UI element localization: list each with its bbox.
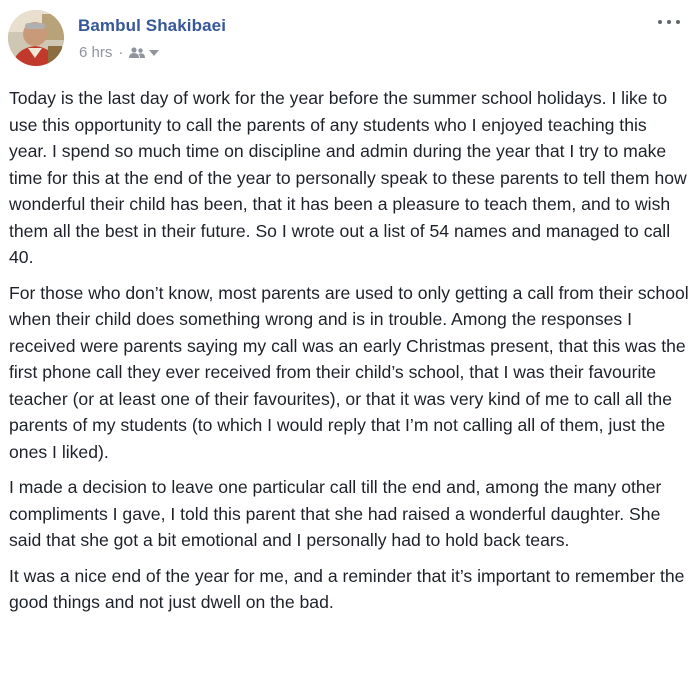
post-timestamp[interactable]: 6 hrs bbox=[79, 44, 113, 61]
post-paragraph: Today is the last day of work for the year before the summer school holidays. I like to use this opportunity to call the parents of any students who I enjoyed teaching this year. I spend so much time on discipline and admin during the year that I try to make time for this at the end of the year to personally speak to these parents to tell them how wonderful their child has been, that it has been a pleasure to teach them, and to wish them all the best in their future. So I wrote out a list of 54 names and managed to call 40. bbox=[9, 88, 687, 267]
post-content bbox=[9, 85, 689, 625]
avatar[interactable] bbox=[8, 10, 64, 66]
post-paragraph: It was a nice end of the year for me, and a reminder that it’s important to remember the good things and not just dwell on the bad. bbox=[9, 565, 685, 612]
caret-down-icon[interactable] bbox=[149, 50, 159, 56]
post-paragraph: I made a decision to leave one particular call till the end and, among the many other compliments I gave, I told this parent that she had raised a wonderful daughter. She said that she got a bit emotional and I personally had to hold back tears. bbox=[9, 477, 662, 550]
more-options-icon[interactable] bbox=[658, 16, 680, 28]
post-meta bbox=[79, 44, 159, 61]
meta-separator: · bbox=[118, 44, 124, 61]
author-name[interactable]: Bambul Shakibaei bbox=[78, 16, 227, 35]
post-paragraph: For those who don’t know, most parents are used to only getting a call from their school when their child does something wrong and is in trouble. Among the responses I received were parents saying my call was an early Christmas present, that this was the first phone call they ever received from their child’s school, that I was their favourite teacher (or at least one of their favourites), or that it was very kind of me to call all the parents of my students (to which I would reply that I’m not calling all of them, just the ones I liked). bbox=[9, 282, 689, 462]
friends-icon[interactable] bbox=[129, 47, 145, 59]
post-header bbox=[8, 10, 690, 70]
